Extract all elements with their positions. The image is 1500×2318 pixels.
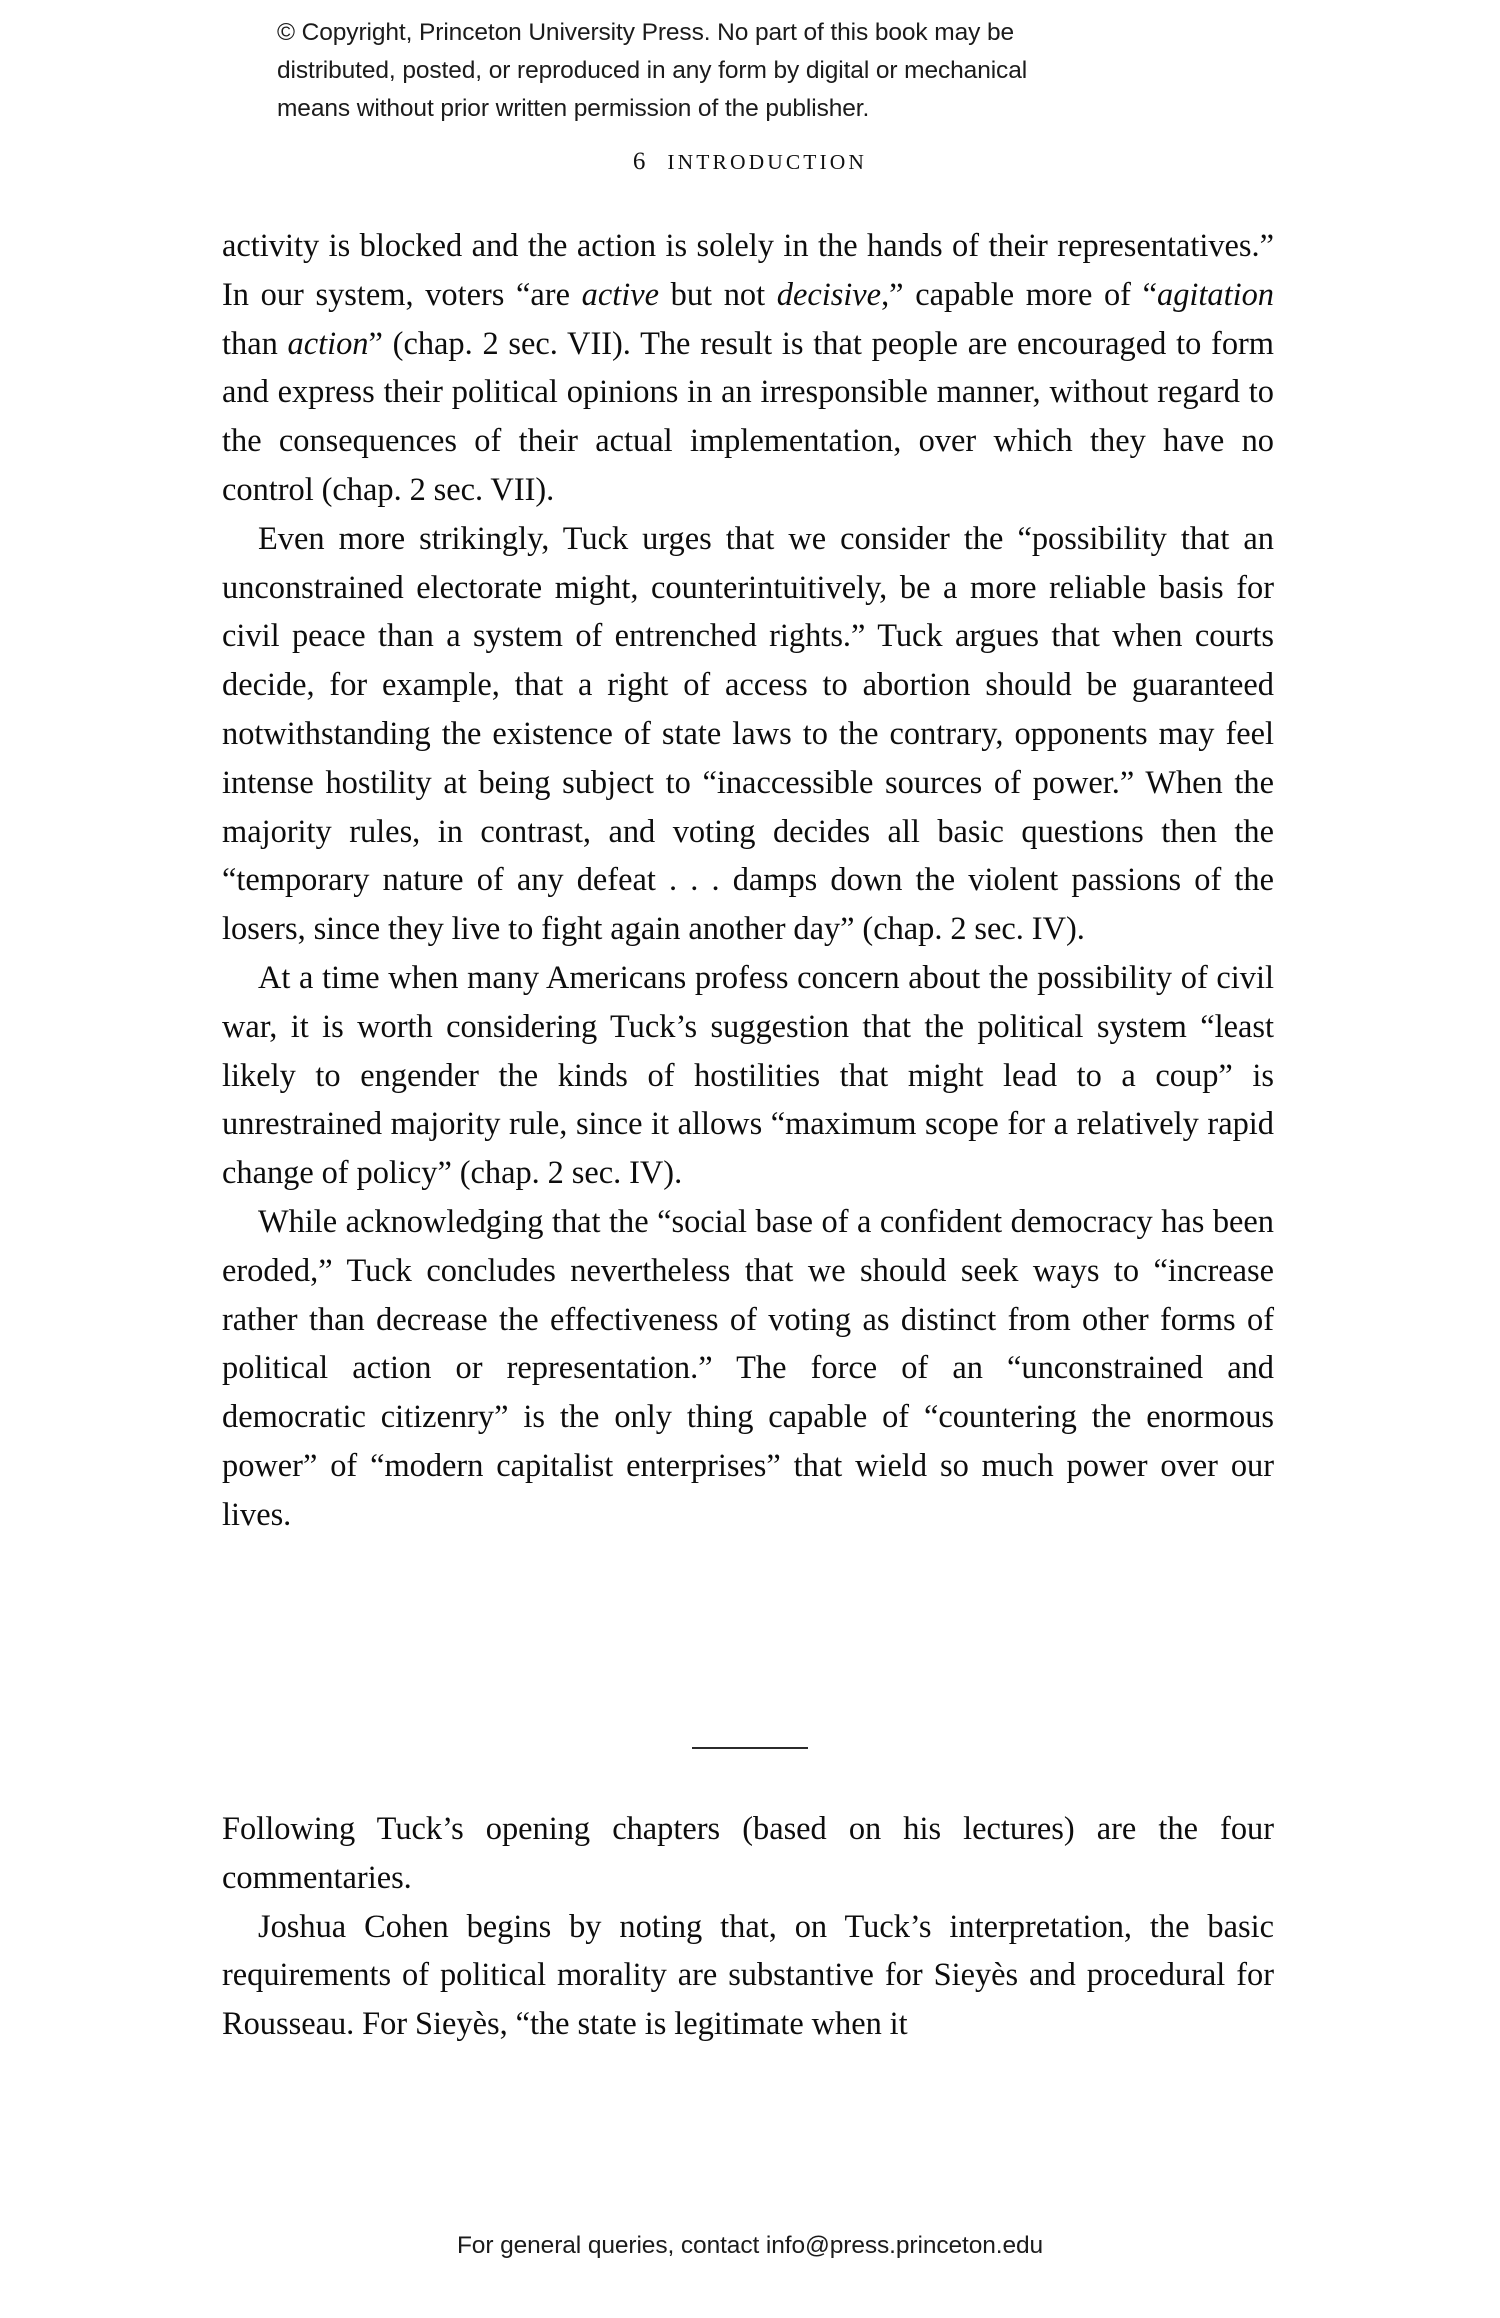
paragraph: While acknowledging that the “social base of a confident democracy has been eroded,” Tuck concludes nevertheless that we should seek ways to “increase rather than decrease the effectiveness of voting as distinct from other forms of political action or representation.” The force of an “unconstrained and democratic citizenry” is the only thing capable of “countering the enormous power” of “modern capitalist enterprises” that wield so much power over our lives. <box>222 1203 1274 1533</box>
section-break-rule <box>692 1747 808 1749</box>
body-text-column <box>222 222 1274 1540</box>
running-head-title: INTRODUCTION <box>667 150 868 174</box>
footer-queries-line: For general queries, contact info@press.princeton.edu <box>456 2232 1044 2259</box>
paragraph: At a time when many Americans profess concern about the possibility of civil war, it is worth considering Tuck’s suggestion that the political system “least likely to engender the kinds of hostilities that might lead to a coup” is unrestrained majority rule, since it allows “maximum scope for a relatively rapid change of policy” (chap. 2 sec. IV). <box>222 959 1274 1192</box>
body-text-column-after-break <box>222 1805 1274 2049</box>
copyright-line-3: means without prior written permission of the publisher. <box>277 95 870 122</box>
paragraph: activity is blocked and the action is solely in the hands of their representatives.” In our system, voters “are active but not decisive,” capable more of “agitation than action” (chap. 2 sec. VII). The result is that people are encouraged to form and express their political opinions in an irresponsible manner, without regard to the consequences of their actual implementation, over which they have no control (chap. 2 sec. VII). <box>222 228 1275 508</box>
paragraph: Joshua Cohen begins by noting that, on Tuck’s interpretation, the basic requirements of political morality are substantive for Sieyès and procedural for Rousseau. For Sieyès, “the state is legitimate when it <box>222 1908 1274 2043</box>
paragraph: Even more strikingly, Tuck urges that we consider the “possibility that an unconstrained electorate might, counterintuitively, be a more reliable basis for civil peace than a system of entrenched rights.” Tuck argues that when courts decide, for example, that a right of access to abortion should be guaranteed notwithstanding the existence of state laws to the contrary, opponents may feel intense hostility at being subject to “inaccessible sources of power.” When the majority rules, in contrast, and voting decides all basic questions then the “temporary nature of any defeat . . . damps down the violent passions of the losers, since they live to fight again another day” (chap. 2 sec. IV). <box>222 520 1274 948</box>
copyright-notice <box>277 14 1227 128</box>
section-break <box>0 1736 1500 1754</box>
paragraph: Following Tuck’s opening chapters (based on his lectures) are the four commentaries. <box>222 1811 1274 1896</box>
running-head <box>0 148 1500 176</box>
copyright-line-1: © Copyright, Princeton University Press. No part of this book may be <box>277 19 1015 46</box>
page-number: 6 <box>632 148 646 175</box>
copyright-line-2: distributed, posted, or reproduced in any form by digital or mechanical <box>277 57 1028 84</box>
